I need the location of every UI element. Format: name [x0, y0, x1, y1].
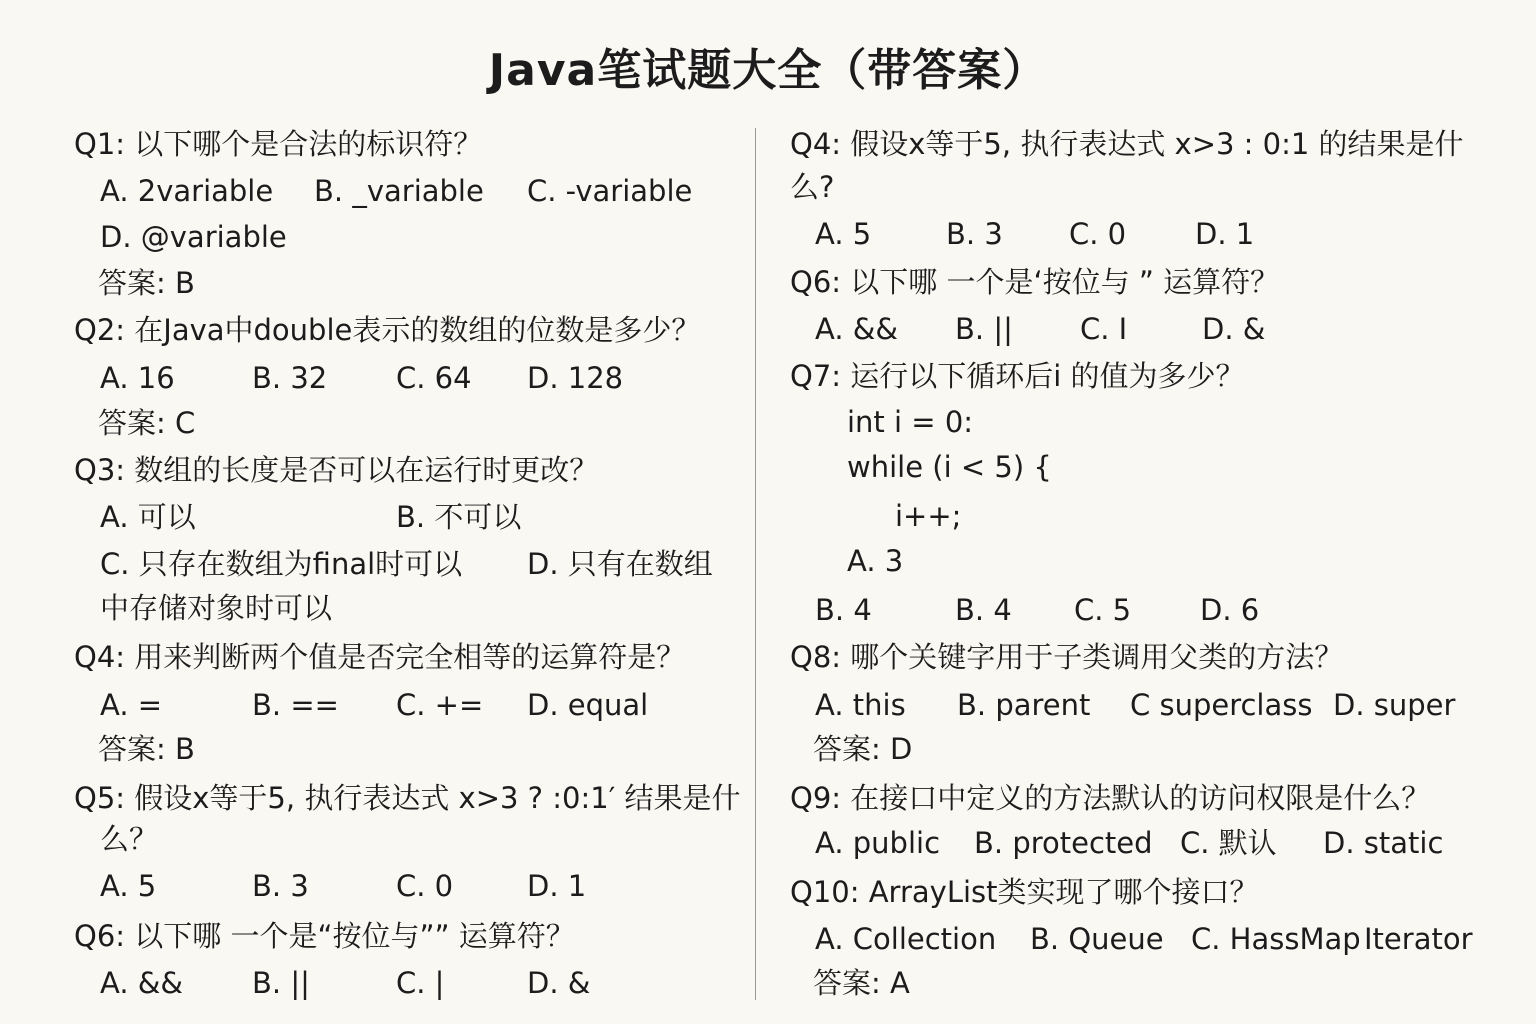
option-q5-c: C. 0 [396, 869, 454, 903]
question-q5: Q5: 假设x等于5, 执行表达式 x>3 ? :0:1′ 结果是什 [74, 781, 741, 815]
option-q6-a: A. && [100, 966, 183, 1000]
question-r-q4-continuation: 么? [790, 170, 835, 204]
answer-r-q8: 答案: D [813, 732, 913, 766]
option-q4-d: D. equal [527, 688, 649, 722]
option-r-q6-d: D. & [1202, 312, 1266, 346]
question-r-q7: Q7: 运行以下循环后i 的值为多少？ [790, 359, 1245, 393]
question-r-q9: Q9: 在接口中定义的方法默认的访问权限是什么？ [790, 781, 1431, 815]
option-q2-a: A. 16 [100, 361, 175, 395]
option-r-q7-b2: B. 4 [955, 593, 1012, 627]
column-divider [755, 128, 756, 1000]
option-q6-d: D. & [527, 966, 591, 1000]
option-r-q9-b: B. protected [974, 826, 1153, 860]
option-q3-d-continuation: 中存储对象时可以 [100, 591, 333, 625]
option-q6-c: C. | [396, 966, 445, 1000]
answer-q1: 答案: B [98, 266, 195, 300]
option-r-q8-b: B. parent [957, 688, 1091, 722]
option-q4-c: C. += [396, 688, 484, 722]
question-q4: Q4: 用来判断两个值是否完全相等的运算符是？ [74, 640, 686, 674]
option-r-q4-a: A. 5 [815, 217, 872, 251]
option-r-q9-c: C. 默认 [1180, 826, 1277, 860]
option-q5-b: B. 3 [252, 869, 309, 903]
answer-q2: 答案: C [98, 406, 196, 440]
question-r-q6: Q6: 以下哪 一个是‘按位与 ” 运算符？ [790, 265, 1280, 299]
option-r-q4-b: B. 3 [946, 217, 1003, 251]
option-q3-a: A. 可以 [100, 500, 196, 534]
option-r-q6-c: C. I [1080, 312, 1128, 346]
code-line-1: int i = 0: [847, 405, 974, 439]
option-q3-c: C. 只存在数组为final时可以 [100, 547, 463, 581]
code-line-3: i++; [895, 499, 962, 533]
option-r-q10-c: C. HassMap [1191, 922, 1361, 956]
option-r-q8-d: D. super [1333, 688, 1456, 722]
option-q1-c: C. -variable [527, 174, 693, 208]
option-q1-d: D. @variable [100, 220, 287, 254]
option-q2-b: B. 32 [252, 361, 328, 395]
option-q5-d: D. 1 [527, 869, 587, 903]
option-q1-b: B. _variable [314, 174, 484, 208]
option-r-q7-c: C. 5 [1074, 593, 1132, 627]
question-q5-continuation: 么？ [100, 822, 159, 856]
option-r-q9-d: D. static [1323, 826, 1444, 860]
option-r-q8-a: A. this [815, 688, 906, 722]
option-q1-a: A. 2variable [100, 174, 274, 208]
option-r-q10-a: A. Collection [815, 922, 997, 956]
option-q3-b: B. 不可以 [396, 500, 522, 534]
question-q2: Q2: 在Java中double表示的数组的位数是多少？ [74, 313, 701, 347]
option-q3-d: D. 只有在数组 [527, 547, 713, 581]
option-r-q8-c: C superclass [1130, 688, 1313, 722]
answer-r-q10: 答案: A [813, 966, 910, 1000]
option-q5-a: A. 5 [100, 869, 157, 903]
option-r-q10-b: B. Queue [1030, 922, 1164, 956]
option-q2-d: D. 128 [527, 361, 624, 395]
option-r-q4-d: D. 1 [1195, 217, 1255, 251]
page-title: Java笔试题大全（带答案） [488, 45, 1048, 96]
option-r-q7-a: A. 3 [847, 544, 904, 578]
question-q3: Q3: 数组的长度是否可以在运行时更改？ [74, 453, 599, 487]
question-r-q8: Q8: 哪个关键字用于子类调用父类的方法？ [790, 640, 1344, 674]
option-q2-c: C. 64 [396, 361, 472, 395]
option-r-q10-d: Iterator [1364, 922, 1473, 956]
option-r-q7-d: D. 6 [1200, 593, 1260, 627]
option-r-q6-b: B. || [955, 312, 1013, 346]
question-q6: Q6: 以下哪 一个是“按位与”” 运算符？ [74, 919, 575, 953]
code-line-2: while (i < 5) { [847, 450, 1052, 484]
question-r-q4: Q4: 假设x等于5, 执行表达式 x>3 : 0:1 的结果是什 [790, 127, 1464, 161]
option-r-q4-c: C. 0 [1069, 217, 1127, 251]
question-q1: Q1: 以下哪个是合法的标识符？ [74, 127, 483, 161]
option-r-q9-a: A. public [815, 826, 941, 860]
answer-q4: 答案: B [98, 732, 195, 766]
option-q6-b: B. || [252, 966, 310, 1000]
question-r-q10: Q10: ArrayList类实现了哪个接口？ [790, 875, 1259, 909]
option-r-q7-b1: B. 4 [815, 593, 872, 627]
option-q4-a: A. = [100, 688, 163, 722]
option-r-q6-a: A. && [815, 312, 898, 346]
option-q4-b: B. == [252, 688, 339, 722]
